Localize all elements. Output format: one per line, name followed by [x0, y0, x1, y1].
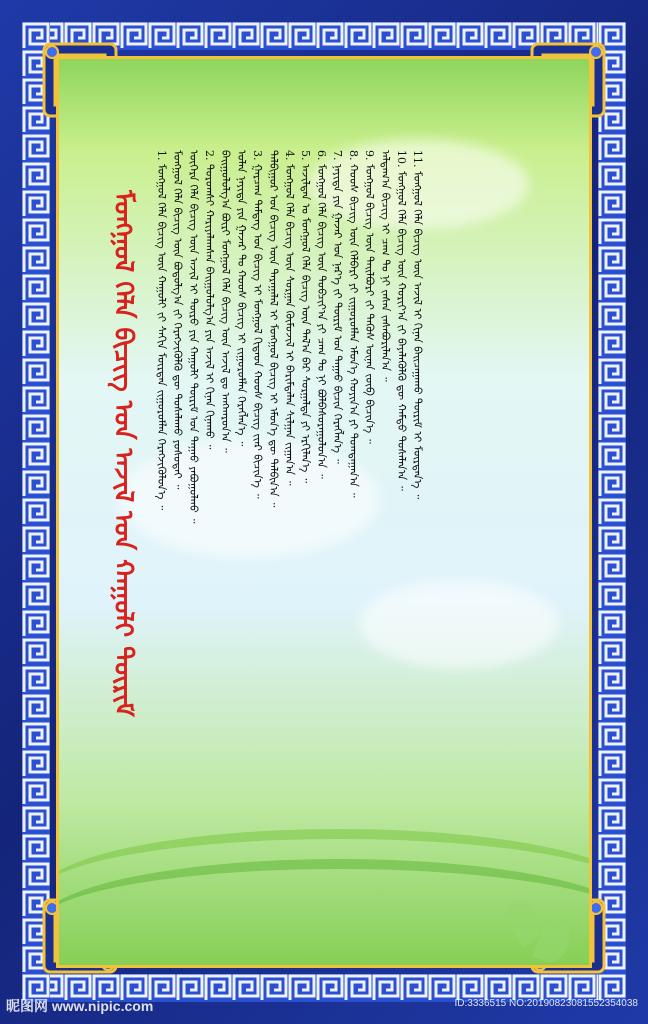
body-line: ᠥᠭᠡᠷᠡ ᠬᠡᠯᠡ ᠪᠢᠴᠢᠭ ᠦᠨ ᠠᠵᠢᠯ ᠢ ᠲᠥᠷᠥ ᠶᠢᠨ ᠬᠠᠭᠤᠯᠢ ᠳᠦᠷᠢᠮ ᠤᠨ ᠳᠠᠭᠠᠤ ᠶᠠᠪᠤᠭᠤᠯᠬᠤ ᠃	[187, 150, 200, 524]
key-border-top	[36, 22, 612, 50]
document-title: ᠮᠣᠩᠭᠣᠯ ᠬᠡᠯᠡ ᠪᠢᠴᠢᠭ ᠤᠨ ᠠᠵᠢᠯ ᠤᠨ ᠬᠠᠭᠤᠯᠢ ᠳᠦᠷᠢᠮ	[108, 190, 138, 717]
body-line: ᠮᠣᠩᠭᠣᠯ ᠬᠡᠯᠡ ᠪᠢᠴᠢᠭ ᠦᠨ ᠪᠣᠳᠣᠯᠭ᠎ᠠ ᠵᠢ ᠬᠡᠷᠡᠭᠵᠢᠭᠦᠯᠬᠦ ᠳᠦ ᠲᠤᠰᠠᠯᠠᠬᠤ ᠶᠣᠰᠣᠲᠠᠢ ᠃	[171, 150, 184, 490]
body-line: 8. ᠬᠣᠣᠰ ᠪᠢᠴᠢᠭ ᠦᠨ ᠬᠡᠯᠪᠡᠷᠢ ᠶᠢ ᠵᠢᠭᠤᠷᠤᠮᠯᠠᠨ ᠡᠮᠦᠨ᠎ᠡ ᠬᠣᠶᠢᠨ᠎ᠠ ᠶᠢ ᠲᠣᠭᠲᠠᠭᠠᠨ᠎ᠠ ᠃	[347, 150, 360, 498]
body-line: 11. ᠮᠣᠩᠭᠣᠯ ᠬᠡᠯᠡ ᠪᠢᠴᠢᠭ ᠦᠨ ᠠᠵᠢᠯ ᠢ ᠬᠢᠨᠠᠨ ᠪᠠᠢᠴᠠᠭᠠᠬᠤ ᠳᠦᠷᠢᠮ ᠢ ᠮᠥᠷᠳᠡᠨ᠎ᠡ ᠃	[411, 150, 424, 500]
body-line: 9. ᠮᠣᠩᠭᠣᠯ ᠪᠢᠴᠢᠭ ᠦᠨ ᠲᠠᠢᠯᠪᠤᠷᠢ ᠵᠢ ᠲᠡᠭᠦᠰ ᠦᠨᠡᠨ ᠵᠥᠪ ᠪᠢᠴᠢᠨ᠎ᠡ ᠃	[363, 150, 376, 444]
watermark-id: ID:3336515 NO:20190823081552354038	[454, 998, 638, 1009]
document-body	[154, 150, 590, 850]
body-line: 6. ᠮᠣᠩᠭᠣᠯ ᠬᠡᠯᠡ ᠪᠢᠴᠢᠭ ᠦᠨ ᠲᠣᠪᠴᠢᠶ᠎ᠠ ᠶᠢ ᠴᠠᠭ ᠲᠤ ᠨᠢ ᠪᠣᠯᠪᠠᠰᠤᠷᠠᠭᠤᠯᠤᠨ᠎ᠠ ᠃	[315, 150, 328, 479]
watermark-site: 昵图网 www.nipic.com	[6, 998, 154, 1014]
body-line: 10. ᠮᠣᠩᠭᠣᠯ ᠬᠡᠯᠡ ᠪᠢᠴᠢᠭ ᠦᠨ ᠬᠣᠷᠢᠶ᠎ᠠ ᠵᠢ ᠪᠡᠶᠡᠯᠡᠭᠦᠯᠬᠦ ᠳᠦ ᠬᠠᠮᠲᠤ ᠲᠤᠰᠠᠯᠠᠨ᠎ᠠ ᠃	[395, 150, 408, 491]
body-line: ᠣᠯᠠᠨ ᠨᠡᠶᠢᠲᠡ ᠶᠢᠨ ᠭᠠᠵᠠᠷ ᠲᠤ ᠬᠣᠣᠰ ᠪᠢᠴᠢᠭ ᠢ ᠵᠢᠭᠤᠷᠤᠮᠯᠠᠨ ᠬᠡᠷᠡᠭᠯᠡᠨ᠎ᠡ ᠃	[235, 150, 248, 447]
body-line: 7. ᠨᠡᠶᠢᠲᠡ ᠶᠢᠨ ᠭᠠᠵᠠᠷ ᠤᠨ ᠨᠡᠷ᠎ᠡ ᠵᠢ ᠳᠦᠷᠢᠮ ᠤᠨ ᠳᠠᠭᠠᠤ ᠪᠢᠴᠢᠨ ᠬᠡᠷᠡᠭᠯᠡᠨ᠎ᠡ ᠃	[331, 150, 344, 464]
body-line: 1. ᠮᠣᠩᠭᠣᠯ ᠬᠡᠯᠡ ᠪᠢᠴᠢᠭ ᠦᠨ ᠬᠠᠭᠤᠯᠢ ᠵᠢ ᠰᠠᠬᠢᠨ ᠮᠥᠷᠳᠡᠨ ᠵᠢᠭᠤᠷᠤᠮᠯᠠᠨ ᠬᠡᠷᠡᠭᠵᠢᠭᠦᠯᠦᠨ᠎ᠡ ᠃	[155, 150, 168, 511]
body-line: ᠠᠯᠳᠠᠭ᠎ᠠ ᠪᠢᠴᠢᠭ ᠢ ᠴᠠᠭ ᠲᠤ ᠨᠢ ᠵᠠᠰᠠᠨ ᠵᠠᠰᠠᠪᠤᠷᠢᠯᠠᠨ᠎ᠠ ᠃	[379, 150, 392, 382]
body-line: 2. ᠳᠣᠷᠣᠭᠰᠢ ᠬᠠᠷᠢᠶᠠᠯᠠᠭᠰᠠᠨ ᠪᠠᠢᠭᠤᠯᠤᠯᠭ᠎ᠠ ᠶᠢᠨ ᠠᠵᠢᠯ ᠢ ᠬᠢᠨᠠᠨ ᠬᠢᠨᠠᠬᠤ ᠃	[203, 150, 216, 450]
body-line: ᠲᠠᠯᠪᠢᠭᠤᠷ ᠤᠨ ᠪᠢᠴᠢᠭ ᠦᠨ ᠳᠠᠷᠠᠭᠠᠯᠠᠯ ᠢ ᠮᠣᠩᠭᠣᠯ ᠪᠢᠴᠢᠭ ᠢ ᠡᠮᠦᠨ᠎ᠡ ᠳᠦ ᠲᠠᠯᠪᠢᠨ᠎ᠠ ᠃	[267, 150, 280, 508]
body-line: 3. ᠭᠠᠷᠴᠠᠭ ᠲᠡᠮᠳᠡᠭ ᠤᠨ ᠪᠢᠴᠢᠭ ᠢ ᠮᠣᠩᠭᠣᠯ ᠬᠢᠲᠠᠳ ᠬᠣᠣᠰ ᠪᠢᠴᠢᠭ ᠵᠢᠡᠷ ᠪᠢᠴᠢᠨ᠎ᠡ ᠃	[251, 150, 264, 499]
key-border-left	[22, 22, 50, 1002]
body-line: 4. ᠮᠣᠩᠭᠣᠯ ᠬᠡᠯᠡ ᠪᠢᠴᠢᠭ ᠦᠨ ᠰᠤᠷᠭᠠᠨ ᠬᠦᠮᠦᠵᠢᠯ ᠢ ᠪᠠᠷᠢᠮᠲᠠᠯᠠᠨ ᠰᠢᠯᠭᠠᠨ ᠵᠢᠭᠠᠨ᠎ᠠ ᠃	[283, 150, 296, 486]
body-line: ᠪᠠᠢᠭᠤᠯᠤᠯᠭ᠎ᠠ ᠪᠦᠷᠢ ᠮᠣᠩᠭᠣᠯ ᠬᠡᠯᠡ ᠪᠢᠴᠢᠭ ᠦᠨ ᠠᠵᠢᠯ ᠳᠤ ᠠᠩᠬᠠᠷᠤᠨ᠎ᠠ ᠃	[219, 150, 232, 453]
key-border-right	[598, 22, 626, 1002]
body-line: 5. ᠠᠵᠢᠯᠲᠠᠨ ᠤ ᠮᠣᠩᠭᠣᠯ ᠬᠡᠯᠡ ᠪᠢᠴᠢᠭ ᠦᠨ ᠲᠠᠯ᠎ᠠ ᠪᠠᠷ ᠰᠤᠷᠭᠠᠯᠲᠠ ᠶᠢ ᠡᠷᠬᠢᠯᠡᠨ᠎ᠡ ᠃	[299, 150, 312, 483]
